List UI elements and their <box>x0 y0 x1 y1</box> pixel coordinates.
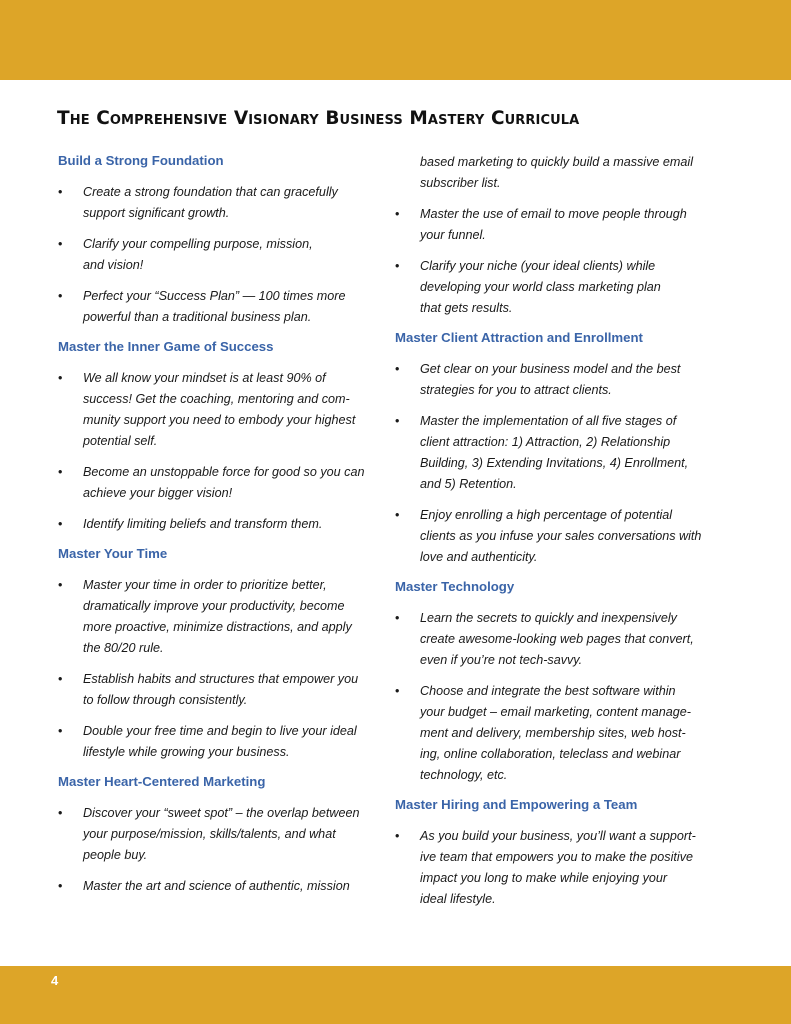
bullet-item: • Master the use of email to move people through your funnel. <box>395 204 710 246</box>
bullet-item: • As you build your business, you’ll want a support- ive team that empowers you to make the positive impact you long to make while enjoying your ideal lifestyle. <box>395 826 710 910</box>
bullet-icon: • <box>58 672 63 686</box>
bullet-item: • Become an unstoppable force for good so you can achieve your bigger vision! <box>58 462 373 504</box>
page-number: 4 <box>51 973 59 988</box>
bullet-icon: • <box>58 371 63 385</box>
bullet-item: • We all know your mindset is at least 90% of success! Get the coaching, mentoring and com- munity support you need to embody your highest potential self. <box>58 368 373 452</box>
section-client-attraction <box>395 329 710 568</box>
bullet-item: • Master the art and science of authentic, mission <box>58 876 373 897</box>
bullet-icon: • <box>395 684 400 698</box>
section-hiring-team <box>395 796 710 910</box>
bullet-icon: • <box>395 414 400 428</box>
continued-text: based marketing to quickly build a massive email subscriber list. <box>420 155 693 190</box>
section-heading: Master Client Attraction and Enrollment <box>395 330 643 345</box>
bullet-icon: • <box>395 207 400 221</box>
bullet-item: • Learn the secrets to quickly and inexpensively create awesome-looking web pages that convert, even if you’re not tech-savvy. <box>395 608 710 671</box>
bullet-icon: • <box>58 289 63 303</box>
section-technology <box>395 578 710 786</box>
bullet-icon: • <box>58 724 63 738</box>
section-heart-marketing <box>58 773 373 897</box>
bullet-item: • Establish habits and structures that empower you to follow through consistently. <box>58 669 373 711</box>
bullet-icon: • <box>58 185 63 199</box>
bullet-item: • Clarify your niche (your ideal clients) while developing your world class marketing plan that gets results. <box>395 256 710 319</box>
bullet-item: • Enjoy enrolling a high percentage of potential clients as you infuse your sales conversations with love and authenticity. <box>395 505 710 568</box>
bullet-item: • Master your time in order to prioritize better, dramatically improve your productivity, become more proactive, minimize distractions, and apply the 80/20 rule. <box>58 575 373 659</box>
bullet-item: • Double your free time and begin to live your ideal lifestyle while growing your business. <box>58 721 373 763</box>
bullet-icon: • <box>58 578 63 592</box>
section-master-time <box>58 545 373 763</box>
footer-band <box>0 966 791 1024</box>
section-build-foundation <box>58 152 373 328</box>
bullet-icon: • <box>395 362 400 376</box>
section-heading: Master Hiring and Empowering a Team <box>395 797 638 812</box>
bullet-icon: • <box>395 508 400 522</box>
header-band <box>0 0 791 80</box>
bullet-item: • Get clear on your business model and the best strategies for you to attract clients. <box>395 359 710 401</box>
bullet-item: • Identify limiting beliefs and transform them. <box>58 514 373 535</box>
right-column <box>395 152 710 920</box>
bullet-icon: • <box>58 237 63 251</box>
left-column <box>58 152 373 907</box>
section-heading: Master Technology <box>395 579 515 594</box>
section-heading: Master Heart-Centered Marketing <box>58 774 266 789</box>
bullet-item: • Clarify your compelling purpose, mission, and vision! <box>58 234 373 276</box>
page-title: The Comprehensive Visionary Business Mastery Curricula <box>57 108 580 129</box>
bullet-item: • Discover your “sweet spot” – the overlap between your purpose/mission, skills/talents, and what people buy. <box>58 803 373 866</box>
section-inner-game <box>58 338 373 535</box>
bullet-icon: • <box>58 465 63 479</box>
section-heading: Master the Inner Game of Success <box>58 339 274 354</box>
bullet-item: • Master the implementation of all five stages of client attraction: 1) Attraction, 2) Relationship Building, 3) Extending Invitations, 4) Enrollment, and 5) Retention. <box>395 411 710 495</box>
bullet-icon: • <box>58 517 63 531</box>
section-heading: Master Your Time <box>58 546 168 561</box>
bullet-item: • Create a strong foundation that can gracefully support significant growth. <box>58 182 373 224</box>
bullet-item: • Choose and integrate the best software within your budget – email marketing, content manage- ment and delivery, membership sites, web host- ing, online collaboration, teleclass and webinar technology, etc. <box>395 681 710 786</box>
bullet-icon: • <box>395 829 400 843</box>
section-heading: Build a Strong Foundation <box>58 153 224 168</box>
bullet-icon: • <box>58 806 63 820</box>
bullet-item: • Perfect your “Success Plan” — 100 times more powerful than a traditional business plan. <box>58 286 373 328</box>
bullet-icon: • <box>395 611 400 625</box>
bullet-icon: • <box>58 879 63 893</box>
bullet-icon: • <box>395 259 400 273</box>
section-marketing-continued <box>395 204 710 319</box>
